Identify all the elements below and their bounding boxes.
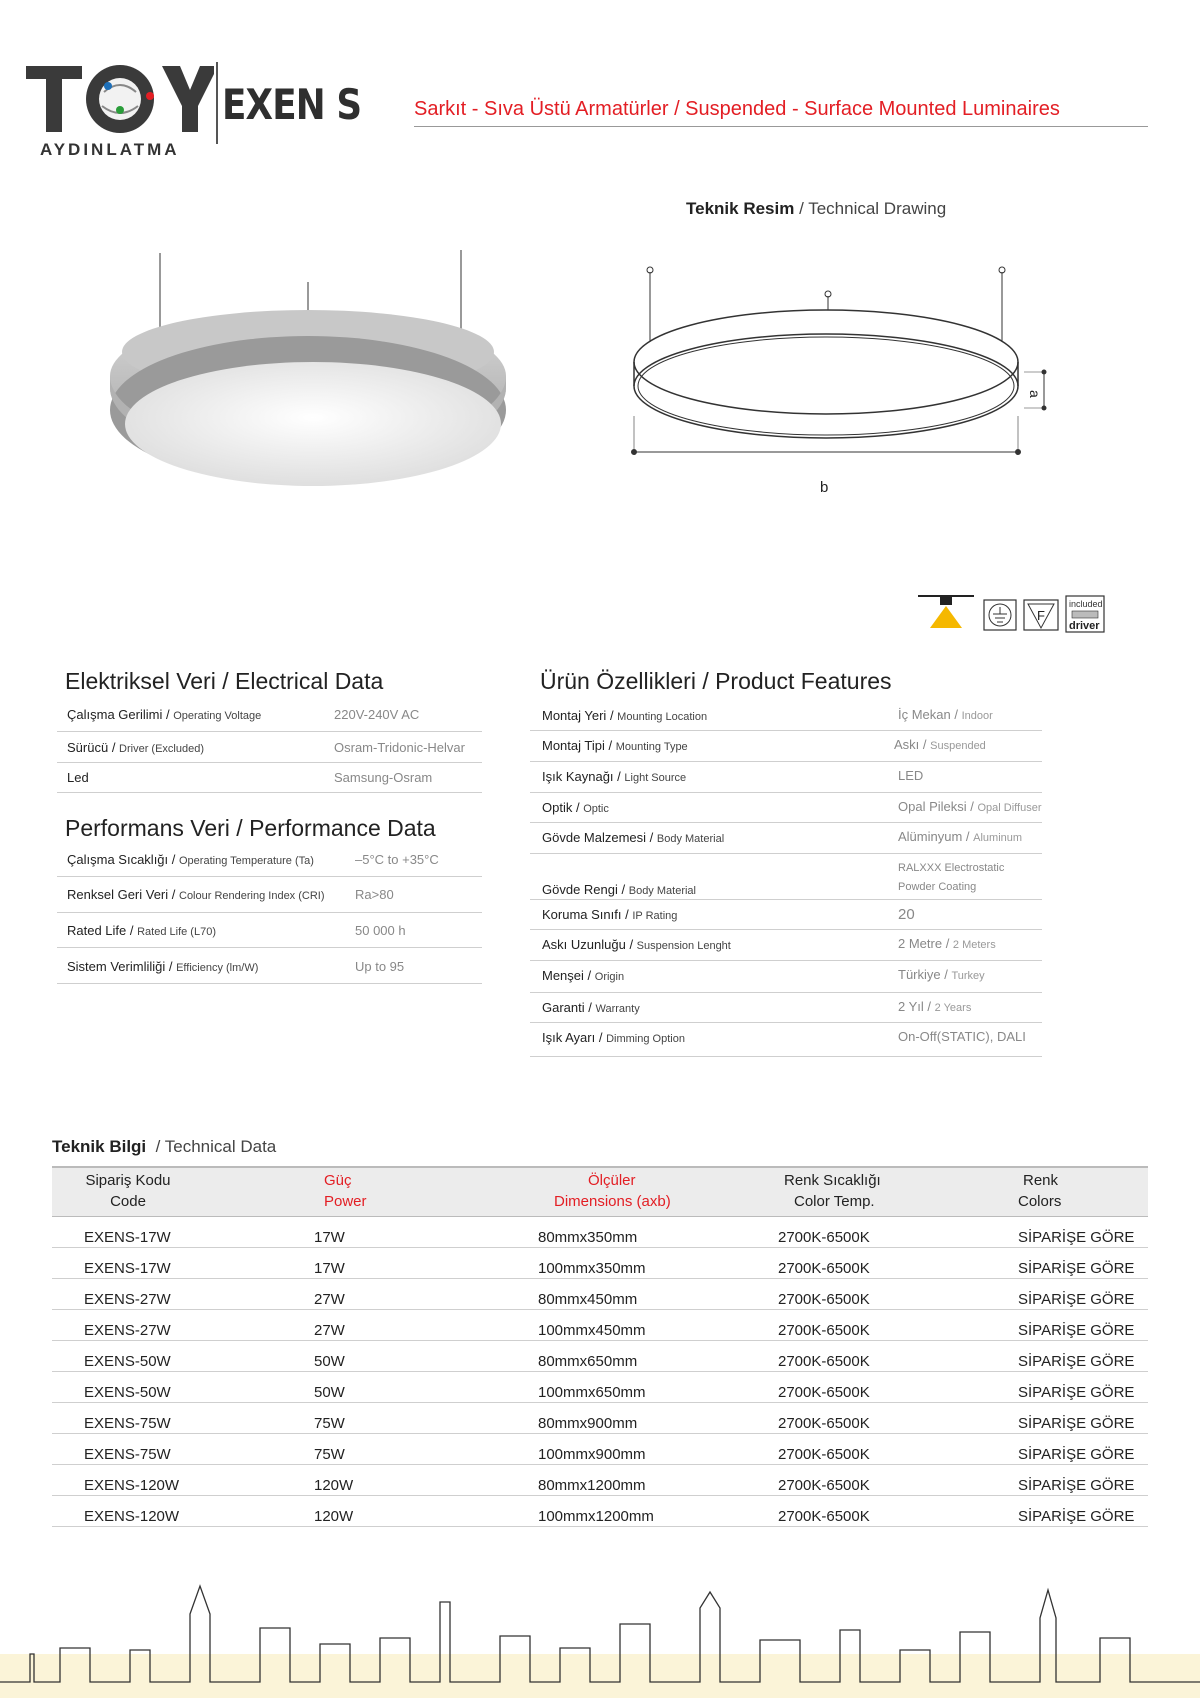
- feature-label: Optik / Optic: [542, 800, 609, 815]
- technical-drawing-heading: [686, 199, 946, 219]
- product-photo: [108, 248, 528, 508]
- suspended-light-icon: [918, 595, 974, 628]
- table-cell: EXENS-50W: [52, 1372, 314, 1403]
- table-cell: EXENS-27W: [52, 1310, 314, 1341]
- table-row: [52, 1341, 1148, 1372]
- feature-value: Alüminyum / Aluminum: [898, 829, 1023, 844]
- table-cell: SİPARİŞE GÖRE: [1018, 1248, 1148, 1279]
- product-category: Sarkıt - Sıva Üstü Armatürler / Suspended - Surface Mounted Luminaires: [414, 98, 1060, 120]
- table-cell: EXENS-50W: [52, 1341, 314, 1372]
- technical-data-table: [52, 1166, 1148, 1527]
- table-row: [52, 1372, 1148, 1403]
- table-cell: SİPARİŞE GÖRE: [1018, 1465, 1148, 1496]
- table-cell: EXENS-75W: [52, 1403, 314, 1434]
- table-cell: 2700K-6500K: [778, 1217, 1018, 1248]
- feature-value: Türkiye / Turkey: [898, 967, 985, 982]
- f-mark-icon: [1024, 600, 1058, 630]
- table-row: [52, 1310, 1148, 1341]
- table-cell: 80mmx1200mm: [494, 1465, 778, 1496]
- table-cell: 2700K-6500K: [778, 1372, 1018, 1403]
- feature-value: Askı / Suspended: [894, 737, 986, 752]
- table-cell: 80mmx450mm: [494, 1279, 778, 1310]
- performance-row: Renksel Geri Veri / Colour Rendering Index (CRI) Ra>80: [57, 876, 482, 913]
- feature-value: 2 Metre / 2 Meters: [898, 936, 996, 951]
- performance-row: Çalışma Sıcaklığı / Operating Temperature (Ta) –5°C to +35°C: [57, 846, 482, 877]
- ground-class-icon: [984, 600, 1016, 630]
- table-cell: SİPARİŞE GÖRE: [1018, 1217, 1148, 1248]
- technical-drawing-heading-tr: Teknik Resim: [686, 199, 795, 218]
- table-row: [52, 1279, 1148, 1310]
- feature-row: [530, 853, 1042, 900]
- feature-value: İç Mekan / Indoor: [898, 707, 993, 722]
- feature-label: Gövde Rengi / Body Material: [542, 882, 696, 897]
- product-name: EXEN S: [222, 80, 362, 129]
- feature-row: [530, 899, 1042, 930]
- table-row: [52, 1248, 1148, 1279]
- table-cell: 2700K-6500K: [778, 1465, 1018, 1496]
- dimension-a-label: a: [1027, 390, 1043, 398]
- table-cell: SİPARİŞE GÖRE: [1018, 1403, 1148, 1434]
- performance-row: Rated Life / Rated Life (L70) 50 000 h: [57, 912, 482, 948]
- table-row: [52, 1217, 1148, 1248]
- table-cell: 2700K-6500K: [778, 1496, 1018, 1527]
- logo-mark: [24, 62, 214, 142]
- feature-value: 20: [898, 906, 915, 923]
- table-cell: 100mmx1200mm: [494, 1496, 778, 1527]
- performance-heading: Performans Veri / Performance Data: [65, 815, 436, 841]
- table-cell: 2700K-6500K: [778, 1248, 1018, 1279]
- table-cell: SİPARİŞE GÖRE: [1018, 1434, 1148, 1465]
- subtitle-rule: [414, 126, 1148, 127]
- table-cell: 100mmx450mm: [494, 1310, 778, 1341]
- feature-label: Işık Kaynağı / Light Source: [542, 769, 687, 784]
- feature-value: 2 Yıl / 2 Years: [898, 999, 972, 1014]
- table-cell: 120W: [314, 1496, 494, 1527]
- table-row: [52, 1434, 1148, 1465]
- features-heading: Ürün Özellikleri / Product Features: [540, 668, 892, 694]
- table-cell: SİPARİŞE GÖRE: [1018, 1341, 1148, 1372]
- feature-row: [530, 929, 1042, 961]
- table-cell: 2700K-6500K: [778, 1403, 1018, 1434]
- table-header-row: [52, 1167, 1148, 1217]
- table-cell: 17W: [314, 1248, 494, 1279]
- feature-row: [530, 792, 1042, 823]
- table-cell: 17W: [314, 1217, 494, 1248]
- certification-icons: [918, 594, 1108, 638]
- technical-drawing: [630, 266, 1050, 506]
- technical-drawing-heading-en: / Technical Drawing: [794, 199, 947, 218]
- technical-data-heading-tr: Teknik Bilgi: [52, 1137, 147, 1156]
- performance-row: Sistem Verimliliği / Efficiency (lm/W) Up to 95: [57, 947, 482, 984]
- dimension-b-label: b: [820, 479, 829, 496]
- technical-data-heading: [52, 1137, 276, 1157]
- driver-included-icon: [1066, 596, 1104, 632]
- technical-data-heading-en: / Technical Data: [155, 1137, 277, 1156]
- table-row: [52, 1496, 1148, 1527]
- feature-label: Gövde Malzemesi / Body Material: [542, 830, 725, 845]
- col-dimensions: Ölçüler Dimensions (axb): [494, 1167, 778, 1217]
- table-cell: SİPARİŞE GÖRE: [1018, 1310, 1148, 1341]
- feature-label: Montaj Yeri / Mounting Location: [542, 708, 708, 723]
- feature-row: [530, 1022, 1042, 1057]
- feature-value: On-Off(STATIC), DALI: [898, 1029, 1026, 1044]
- table-cell: EXENS-120W: [52, 1496, 314, 1527]
- svg-text:F: F: [1037, 608, 1045, 623]
- table-cell: SİPARİŞE GÖRE: [1018, 1279, 1148, 1310]
- table-cell: 100mmx650mm: [494, 1372, 778, 1403]
- table-cell: 80mmx900mm: [494, 1403, 778, 1434]
- feature-row: [530, 761, 1042, 793]
- table-cell: SİPARİŞE GÖRE: [1018, 1496, 1148, 1527]
- table-row: [52, 1403, 1148, 1434]
- col-code: Sipariş Kodu Code: [52, 1167, 314, 1217]
- table-cell: 75W: [314, 1403, 494, 1434]
- table-cell: 100mmx350mm: [494, 1248, 778, 1279]
- electrical-row: Çalışma Gerilimi / Operating Voltage 220V-240V AC: [57, 700, 482, 732]
- city-skyline-decoration: [0, 1578, 1200, 1698]
- feature-label: Koruma Sınıfı / IP Rating: [542, 907, 678, 922]
- table-cell: EXENS-27W: [52, 1279, 314, 1310]
- feature-row: [530, 730, 1042, 762]
- col-power: Güç Power: [314, 1167, 494, 1217]
- logo-subtitle: AYDINLATMA: [40, 140, 180, 159]
- feature-label: Askı Uzunluğu / Suspension Lenght: [542, 937, 731, 952]
- table-cell: SİPARİŞE GÖRE: [1018, 1372, 1148, 1403]
- brand-logo: [24, 62, 204, 162]
- table-cell: 80mmx350mm: [494, 1217, 778, 1248]
- feature-value: LED: [898, 768, 924, 783]
- table-cell: 100mmx900mm: [494, 1434, 778, 1465]
- table-cell: EXENS-120W: [52, 1465, 314, 1496]
- feature-value: RALXXX Electrostatic Powder Coating: [898, 862, 1005, 893]
- table-cell: 2700K-6500K: [778, 1310, 1018, 1341]
- table-cell: 50W: [314, 1372, 494, 1403]
- feature-row: [530, 700, 1042, 731]
- col-colors: Renk Colors: [1018, 1167, 1148, 1217]
- table-cell: EXENS-17W: [52, 1248, 314, 1279]
- feature-label: Garanti / Warranty: [542, 1000, 640, 1015]
- feature-label: Menşei / Origin: [542, 968, 625, 983]
- feature-label: Işık Ayarı / Dimming Option: [542, 1030, 685, 1045]
- svg-text:driver: driver: [1069, 620, 1100, 632]
- table-cell: 75W: [314, 1434, 494, 1465]
- svg-text:included: included: [1069, 599, 1103, 609]
- feature-row: [530, 960, 1042, 993]
- electrical-row: Sürücü / Driver (Excluded) Osram-Tridonic-Helvar: [57, 731, 482, 763]
- electrical-heading: Elektriksel Veri / Electrical Data: [65, 668, 384, 694]
- table-row: [52, 1465, 1148, 1496]
- table-cell: 2700K-6500K: [778, 1341, 1018, 1372]
- table-cell: 27W: [314, 1310, 494, 1341]
- electrical-row: Led Samsung-Osram: [57, 762, 482, 793]
- table-cell: EXENS-17W: [52, 1217, 314, 1248]
- feature-label: Montaj Tipi / Mounting Type: [542, 738, 688, 753]
- table-cell: EXENS-75W: [52, 1434, 314, 1465]
- table-cell: 80mmx650mm: [494, 1341, 778, 1372]
- table-cell: 50W: [314, 1341, 494, 1372]
- table-cell: 120W: [314, 1465, 494, 1496]
- table-cell: 27W: [314, 1279, 494, 1310]
- table-cell: 2700K-6500K: [778, 1434, 1018, 1465]
- table-cell: 2700K-6500K: [778, 1279, 1018, 1310]
- feature-value: Opal Pileksi / Opal Diffuser: [898, 799, 1042, 814]
- col-color-temp: Renk Sıcaklığı Color Temp.: [778, 1167, 1018, 1217]
- feature-row: [530, 992, 1042, 1023]
- header-divider: [216, 62, 218, 144]
- feature-row: [530, 822, 1042, 854]
